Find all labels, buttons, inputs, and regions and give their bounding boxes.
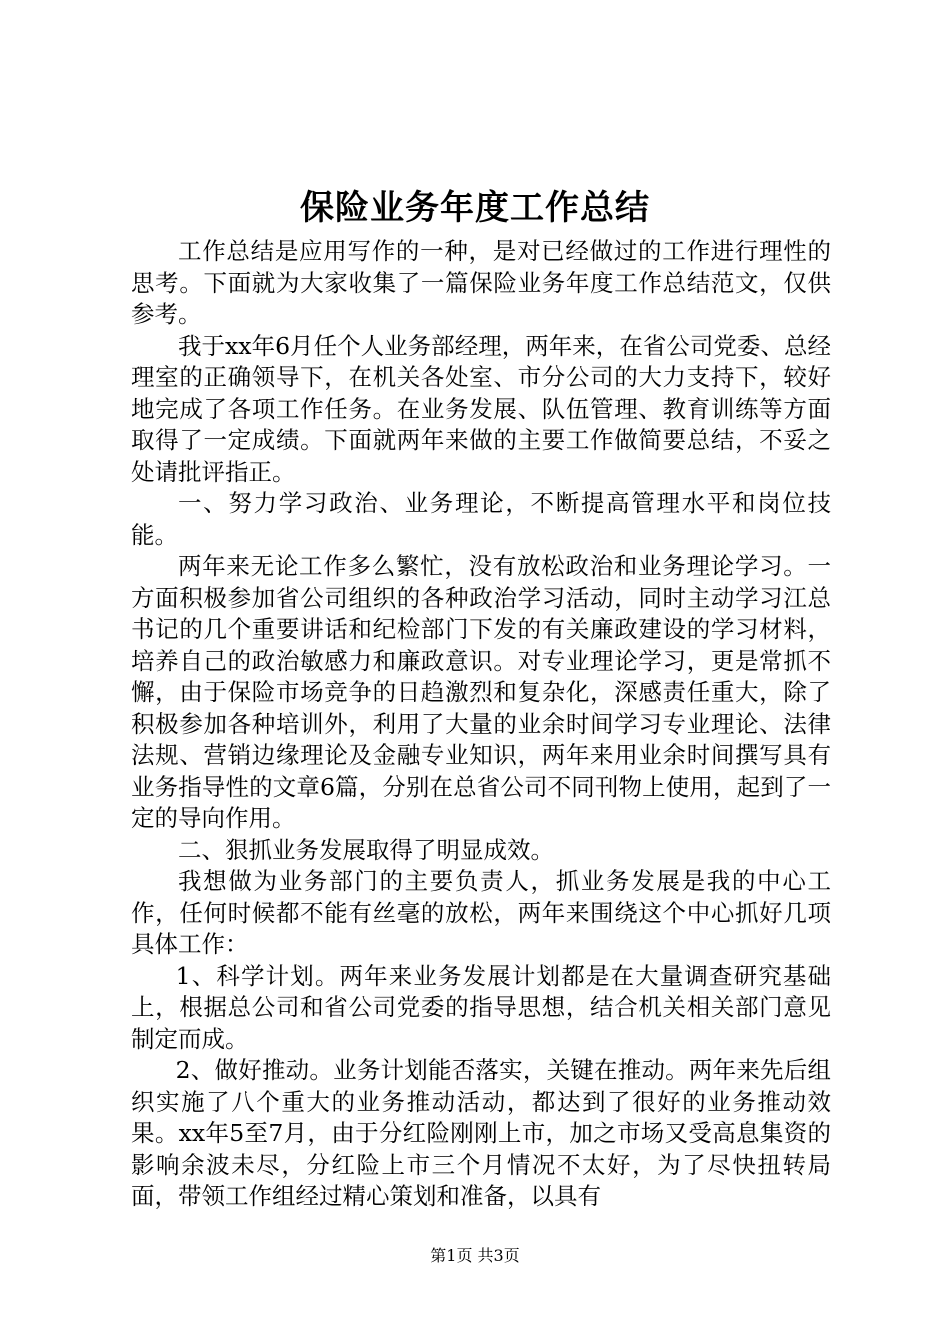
section-heading-2: 二、狠抓业务发展取得了明显成效。 <box>178 835 554 864</box>
document-title: 保险业务年度工作总结 <box>300 188 650 228</box>
page-number-footer: 第1页 共3页 <box>430 1246 520 1265</box>
paragraph-background: 我于xx年6月任个人业务部经理，两年来，在省公司党委、总经理室的正确领导下，在机关各处室、市分公司的大力支持下，较好地完成了各项工作任务。在业务发展、队伍管理、教育训练等方面取得了一定成绩。下面就两年来做的主要工作做简要总结，不妥之处请批评指正。 <box>131 331 831 486</box>
document-body <box>131 236 831 1213</box>
section-heading-1: 一、努力学习政治、业务理论，不断提高管理水平和岗位技能。 <box>131 489 831 549</box>
list-item-promotion: 2、做好推动。业务计划能否落实，关键在推动。两年来先后组织实施了八个重大的业务推动活动，都达到了很好的业务推动效果。xx年5至7月，由于分红险刚刚上市，加之市场又受高息集资的影响余波未尽，分红险上市三个月情况不太好，为了尽快扭转局面，带领工作组经过精心策划和准备，以具有 <box>131 1056 831 1210</box>
list-item-plan: 1、科学计划。两年来业务发展计划都是在大量调查研究基础上，根据总公司和省公司党委的指导思想，结合机关相关部门意见制定而成。 <box>131 961 831 1053</box>
paragraph-intro: 工作总结是应用写作的一种，是对已经做过的工作进行理性的思考。下面就为大家收集了一篇保险业务年度工作总结范文，仅供参考。 <box>131 237 831 328</box>
paragraph-study: 两年来无论工作多么繁忙，没有放松政治和业务理论学习。一方面积极参加省公司组织的各种政治学习活动，同时主动学习江总书记的几个重要讲话和纪检部门下发的有关廉政建设的学习材料，培养自己的政治敏感力和廉政意识。对专业理论学习，更是常抓不懈，由于保险市场竞争的日趋激烈和复杂化，深感责任重大，除了积极参加各种培训外，利用了大量的业余时间学习专业理论、法律法规、营销边缘理论及金融专业知识，两年来用业余时间撰写具有业务指导性的文章6篇，分别在总省公司不同刊物上使用，起到了一定的导向作用。 <box>131 552 831 832</box>
paragraph-business: 我想做为业务部门的主要负责人，抓业务发展是我的中心工作，任何时候都不能有丝毫的放松，两年来围绕这个中心抓好几项具体工作： <box>131 867 831 958</box>
